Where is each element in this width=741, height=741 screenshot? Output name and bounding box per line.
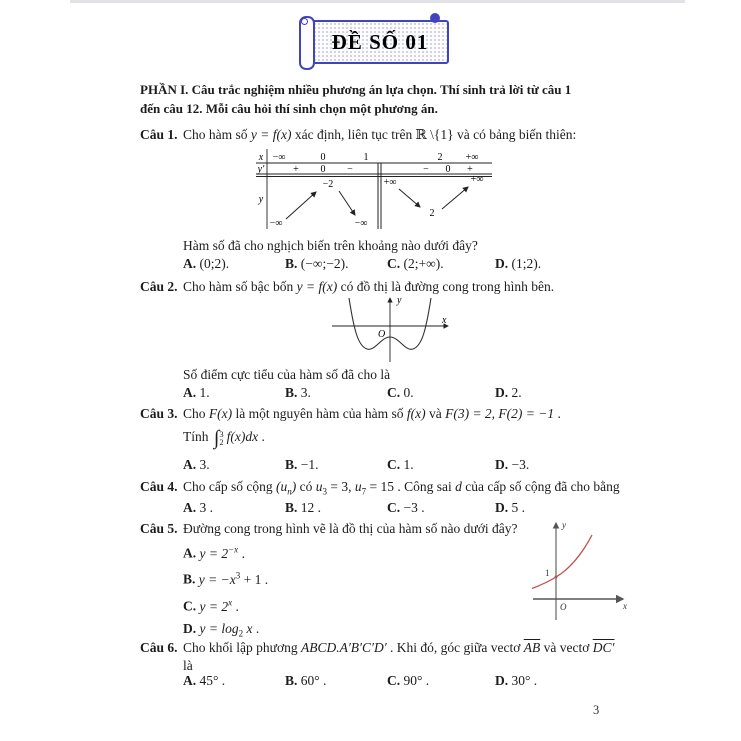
table-yprime-label: y′ — [257, 164, 265, 175]
question-6-line2: là — [183, 658, 193, 673]
answer-option: A. 3. — [183, 457, 210, 472]
y-value: +∞ — [470, 174, 484, 185]
sign: + — [293, 164, 299, 175]
x-value: 2 — [437, 152, 443, 163]
q1-answers — [0, 256, 741, 276]
question-5-text: Đường cong trong hình vẽ là đồ thị của hàm số nào dưới đây? — [183, 521, 518, 536]
sign: 0 — [320, 164, 326, 175]
question-2-sub: Số điểm cực tiểu của hàm số đã cho là — [183, 367, 391, 382]
question-6-text: Cho khối lập phương ABCD.A′B′C′D′ . Khi đó, góc giữa vectơ $\overline{AB}$ và vectơ DC′ — [183, 640, 615, 655]
question-3-label: Câu 3. — [140, 406, 178, 421]
x-axis-label: x — [623, 601, 627, 611]
answer-option: D. 5 . — [495, 500, 525, 515]
q5-option-d: D. $y = \log_2 x$ . — [183, 621, 260, 639]
answer-option: C. 90° . — [387, 673, 430, 688]
q2-quartic-graph — [322, 292, 464, 366]
sign: 0 — [445, 164, 451, 175]
q6-answers — [0, 673, 741, 693]
question-6-label: Câu 6. — [140, 640, 178, 655]
answer-option: D. −3. — [495, 457, 530, 472]
answer-option: A. 45° . — [183, 673, 226, 688]
integral-sign: ∫ — [213, 427, 220, 449]
q5-option-b: B. $y = -x^3 + 1$ . — [183, 570, 269, 587]
q5-exponential-graph — [531, 516, 633, 624]
part1-heading-line2: đến câu 12. Mỗi câu hỏi thí sinh chọn một phương án. — [140, 101, 438, 116]
question-3-text: Cho F(x) là một nguyên hàm của hàm số f(x) và F(3) = 2, F(2) = −1 . — [183, 406, 561, 421]
answer-option: D. 30° . — [495, 673, 538, 688]
question-4 — [140, 479, 620, 497]
question-4-text: Cho cấp số cộng $(u_n)$ có $u_3 = 3$, $u_7 = 15$ . Công sai d của cấp số cộng đã cho bằng — [183, 479, 620, 497]
y-intercept-label: 1 — [545, 568, 550, 578]
q5-option-c: C. $y = 2^x$ . — [183, 597, 239, 614]
answer-option: B. −1. — [285, 457, 319, 472]
x-value: +∞ — [465, 152, 479, 163]
y-value: 2 — [429, 208, 435, 219]
question-3 — [140, 406, 561, 422]
y-axis-label: y — [562, 520, 566, 530]
banner-body — [307, 20, 449, 64]
question-5-label: Câu 5. — [140, 521, 178, 536]
sign: − — [423, 164, 429, 175]
answer-option: C. 0. — [387, 385, 414, 400]
page-edge-strip — [70, 0, 685, 3]
scroll-roll-dot — [301, 18, 308, 25]
answer-option: C. (2;+∞). — [387, 256, 444, 271]
answer-option: C. 1. — [387, 457, 414, 472]
question-4-label: Câu 4. — [140, 479, 178, 494]
q3-answers — [0, 457, 741, 477]
answer-option: D. (1;2). — [495, 256, 542, 271]
table-y-label: y — [258, 194, 264, 205]
answer-option: B. 3. — [285, 385, 311, 400]
answer-option: A. 3 . — [183, 500, 213, 515]
answer-option: C. −3 . — [387, 500, 425, 515]
y-value: −2 — [322, 179, 334, 190]
x-value: 1 — [363, 152, 369, 163]
question-2-text: Cho hàm số bậc bốn y = f(x) có đồ thị là đường cong trong hình bên. — [183, 279, 555, 294]
question-6 — [140, 640, 614, 656]
part1-heading-line1: PHẦN I. Câu trắc nghiệm nhiều phương án lựa chọn. Thí sinh trả lời từ câu 1 — [140, 82, 572, 97]
y-value: +∞ — [383, 177, 397, 188]
question-1-sub: Hàm số đã cho nghịch biến trên khoảng nào dưới đây? — [183, 238, 478, 253]
x-value: 0 — [320, 152, 326, 163]
question-1 — [140, 127, 576, 143]
sign: − — [347, 164, 353, 175]
answer-option: B. (−∞;−2). — [285, 256, 349, 271]
table-x-label: x — [258, 152, 264, 163]
exam-title: ĐỀ SỐ 01 — [331, 29, 429, 54]
y-value: −∞ — [269, 218, 283, 229]
q1-variation-table — [256, 149, 496, 231]
q5-option-a: A. $y = 2^{-x}$ . — [183, 544, 245, 561]
y-value: −∞ — [354, 218, 368, 229]
exponential-curve — [532, 535, 592, 589]
question-2-label: Câu 2. — [140, 279, 178, 294]
question-1-text: Cho hàm số y = f(x) xác định, liên tục trên ℝ \{1} và có bảng biến thiên: — [183, 127, 577, 142]
sign: + — [467, 164, 473, 175]
q2-answers — [0, 385, 741, 405]
answer-option: B. 60° . — [285, 673, 327, 688]
x-axis-label: x — [442, 315, 447, 326]
answer-option: A. 1. — [183, 385, 210, 400]
page-number: 3 — [593, 703, 600, 717]
origin-label: O — [560, 602, 567, 612]
answer-option: A. (0;2). — [183, 256, 230, 271]
question-3-line2: Tính ∫ 3 2 f(x)dx . — [183, 427, 265, 449]
answer-option: B. 12 . — [285, 500, 322, 515]
question-5 — [140, 521, 517, 537]
scroll-corner-dot — [430, 13, 440, 23]
x-value: −∞ — [272, 152, 286, 163]
origin-label: O — [378, 329, 386, 340]
y-axis-label: y — [397, 295, 402, 306]
answer-option: D. 2. — [495, 385, 522, 400]
question-1-label: Câu 1. — [140, 127, 178, 142]
integral-limits: 3 2 — [219, 428, 224, 447]
title-banner — [299, 13, 449, 67]
